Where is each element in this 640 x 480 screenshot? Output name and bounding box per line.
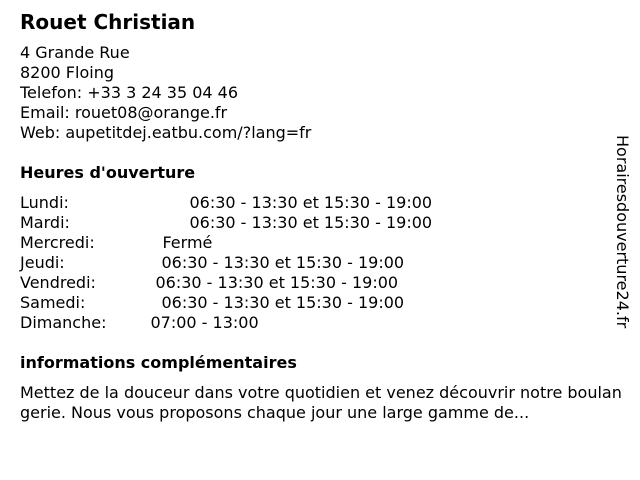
time-range: 06:30 - 13:30 et 15:30 - 19:00 [189,193,433,212]
hours-row [20,273,432,293]
time-range: 06:30 - 13:30 et 15:30 - 19:00 [161,253,405,272]
watermark [612,135,632,345]
time-range: 06:30 - 13:30 et 15:30 - 19:00 [161,293,405,312]
day-label: Mardi: [20,213,70,232]
time-range: Fermé [162,233,213,252]
phone-text: Telefon: +33 3 24 35 04 46 [20,83,239,102]
hours-heading: Heures d'ouverture [20,163,196,182]
business-name: Rouet Christian [20,10,196,34]
hours-row [20,313,432,333]
day-label: Lundi: [20,193,69,212]
day-label: Samedi: [20,293,86,312]
address-line-1: 4 Grande Rue [20,43,130,62]
time-range: 06:30 - 13:30 et 15:30 - 19:00 [189,213,433,232]
time-range: 07:00 - 13:00 [150,313,259,332]
watermark-text: Horairesdouverture24.fr [613,135,632,329]
time-range: 06:30 - 13:30 et 15:30 - 19:00 [155,273,399,292]
hours-table [20,193,432,333]
web-text: Web: aupetitdej.eatbu.com/?lang=fr [20,123,312,142]
business-card [20,9,625,423]
email-text: Email: rouet08@orange.fr [20,103,228,122]
address-line-2: 8200 Floing [20,63,114,82]
day-label: Jeudi: [20,253,65,272]
hours-row [20,233,432,253]
hours-row [20,293,432,313]
hours-row [20,193,432,213]
info-text: Mettez de la douceur dans votre quotidien et venez découvrir notre boulangerie. Nous vous proposons chaque jour une large gamme de... [20,383,622,422]
day-label: Vendredi: [20,273,96,292]
info-heading: informations complémentaires [20,353,297,372]
day-label: Mercredi: [20,233,95,252]
day-label: Dimanche: [20,313,107,332]
hours-row [20,213,432,233]
hours-row [20,253,432,273]
